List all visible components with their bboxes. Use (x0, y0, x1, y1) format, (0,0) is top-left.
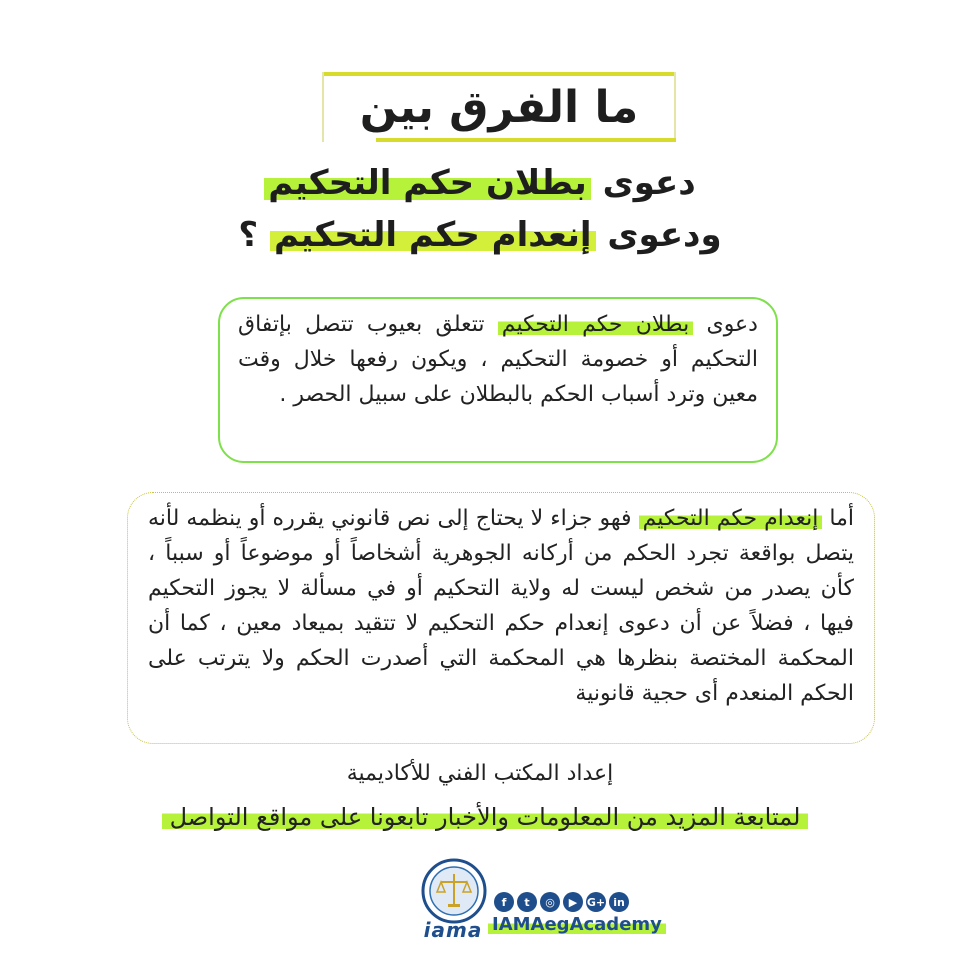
nullity-definition-box (218, 297, 778, 463)
nonexistence-paragraph (148, 501, 854, 711)
google-plus-icon[interactable]: G+ (586, 892, 606, 912)
box2-highlight: إنعدام حكم التحكيم (639, 506, 823, 531)
box1-highlight: بطلان حكم التحكيم (498, 312, 693, 337)
nonexistence-definition-box (127, 492, 875, 744)
nullity-paragraph (238, 307, 758, 412)
youtube-icon[interactable]: ▶ (563, 892, 583, 912)
title-box (322, 72, 676, 142)
twitter-icon[interactable]: t (517, 892, 537, 912)
academy-logo-icon (421, 858, 487, 924)
subtitle-1-highlight: بطلان حكم التحكيم (264, 163, 590, 203)
social-handle[interactable]: IAMAegAcademy (488, 914, 666, 935)
title-top-bar (322, 72, 676, 76)
subtitle-2-prefix: ودعوى (607, 215, 722, 255)
linkedin-icon[interactable]: in (609, 892, 629, 912)
subtitle-2-suffix: ؟ (238, 215, 259, 255)
follow-us-text (108, 800, 862, 834)
social-icons (494, 892, 629, 912)
logo-wordmark: iama (423, 918, 483, 942)
box2-prefix: أما (829, 506, 854, 531)
follow-us-highlight: لمتابعة المزيد من المعلومات والأخبار تابعونا على مواقع التواصل (162, 803, 809, 831)
instagram-icon[interactable]: ◎ (540, 892, 560, 912)
subtitle-1-prefix: دعوى (602, 163, 696, 203)
subtitle-2-highlight: إنعدام حكم التحكيم (270, 215, 596, 255)
box1-prefix: دعوى (706, 312, 758, 337)
title-bottom-bar (376, 138, 676, 142)
subtitle-line-1 (0, 160, 960, 206)
facebook-icon[interactable]: f (494, 892, 514, 912)
box1-text: تتعلق بعيوب تتصل بإتفاق التحكيم أو خصومة التحكيم ، ويكون رفعها خلال وقت معين وترد أسباب الحكم بالبطلان على سبيل الحصر . (238, 312, 758, 407)
page-title: ما الفرق بين (359, 82, 639, 133)
subtitle-line-2 (0, 212, 960, 258)
prepared-by-text: إعداد المكتب الفني للأكاديمية (346, 761, 614, 786)
box2-text: فهو جزاء لا يحتاج إلى نص قانوني يقرره أو ينظمه لأنه يتصل بواقعة تجرد الحكم من أركانه الجوهرية أشخاصاً أو موضوعاً أو سبباً ، كأن يصدر من شخص ليست له ولاية التحكيم أو في مسألة لا يجوز التحكيم فيها ، فضلاً عن أن دعوى إنعدام حكم التحكيم لا تتقيد بميعاد معين ، كما أن المحكمة المختصة بنظرها هي المحكمة التي أصدرت الحكم ولا يترتب على الحكم المنعدم أى حجية قانونية (148, 506, 854, 706)
